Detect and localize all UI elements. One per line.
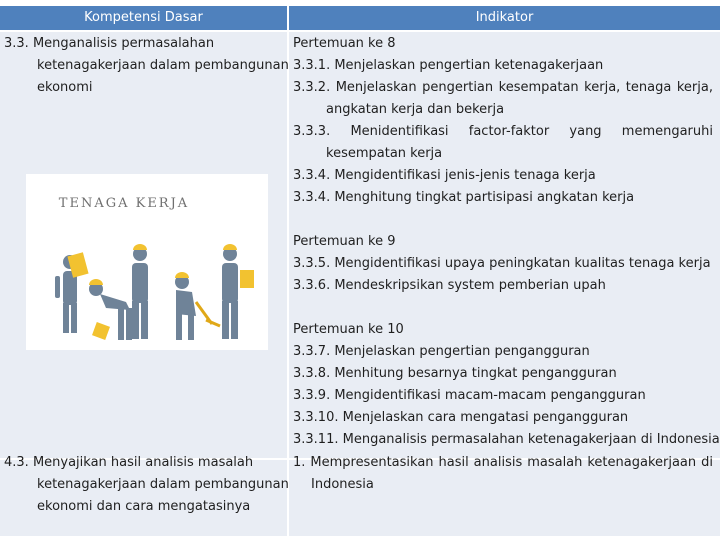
indicator-3-3-3-line-2: kesempatan kerja	[326, 146, 443, 161]
indicator-3-3-7: 3.3.7. Menjelaskan pengertian pengangguran	[293, 344, 590, 359]
indicator-3-3-2-line-2: angkatan kerja dan bekerja	[326, 102, 505, 117]
indicator-3-3-8: 3.3.8. Menhitung besarnya tingkat pengangguran	[293, 366, 617, 381]
indicator-3-3-6: 3.3.6. Mendeskripsikan system pemberian upah	[293, 278, 606, 293]
indicator-3-3-2-line-1: 3.3.2. Menjelaskan pengertian kesempatan kerja, tenaga kerja,	[293, 80, 713, 95]
kd-3-3-line-2: ketenagakerjaan dalam pembangunan	[37, 58, 289, 73]
meeting-10-title: Pertemuan ke 10	[293, 322, 404, 337]
kd-4-3-line-3: ekonomi dan cara mengatasinya	[37, 499, 251, 514]
indicator-3-3-4-tpak: 3.3.4. Menghitung tingkat partisipasi angkatan kerja	[293, 190, 635, 205]
indicator-4-1-line-2: Indonesia	[311, 477, 374, 492]
workers-illustration	[26, 174, 268, 350]
indicator-3-3-10: 3.3.10. Menjelaskan cara mengatasi pengangguran	[293, 410, 629, 425]
indicator-3-3-5: 3.3.5. Mengidentifikasi upaya peningkatan kualitas tenaga kerja	[293, 256, 711, 271]
meeting-9-title: Pertemuan ke 9	[293, 234, 396, 249]
meeting-8-title: Pertemuan ke 8	[293, 36, 396, 51]
kd-4-3-line-2: ketenagakerjaan dalam pembangunan	[37, 477, 289, 492]
indicator-3-3-4-jenis: 3.3.4. Mengidentifikasi jenis-jenis tenaga kerja	[293, 168, 596, 183]
indicator-4-1-line-1: 1. Mempresentasikan hasil analisis masalah ketenagakerjaan di	[293, 455, 713, 470]
indicator-3-3-9: 3.3.9. Mengidentifikasi macam-macam pengangguran	[293, 388, 646, 403]
kd-3-3-line-3: ekonomi	[37, 80, 93, 95]
tenaga-kerja-image	[26, 174, 268, 350]
indicator-3-3-11: 3.3.11. Menganalisis permasalahan ketenagakerjaan di Indonesia	[293, 432, 720, 447]
kd-4-3-line-1: 4.3. Menyajikan hasil analisis masalah	[4, 455, 254, 470]
indicator-3-3-3-line-1: 3.3.3. Menidentifikasi factor-faktor yang memengaruhi	[293, 124, 713, 139]
kd-3-3-line-1: 3.3. Menganalisis permasalahan	[4, 36, 215, 51]
header-indikator: Indikator	[289, 6, 720, 30]
image-caption: TENAGA KERJA	[58, 196, 190, 211]
header-kompetensi-dasar: Kompetensi Dasar	[0, 6, 287, 30]
indicator-3-3-1: 3.3.1. Menjelaskan pengertian ketenagakerjaan	[293, 58, 604, 73]
